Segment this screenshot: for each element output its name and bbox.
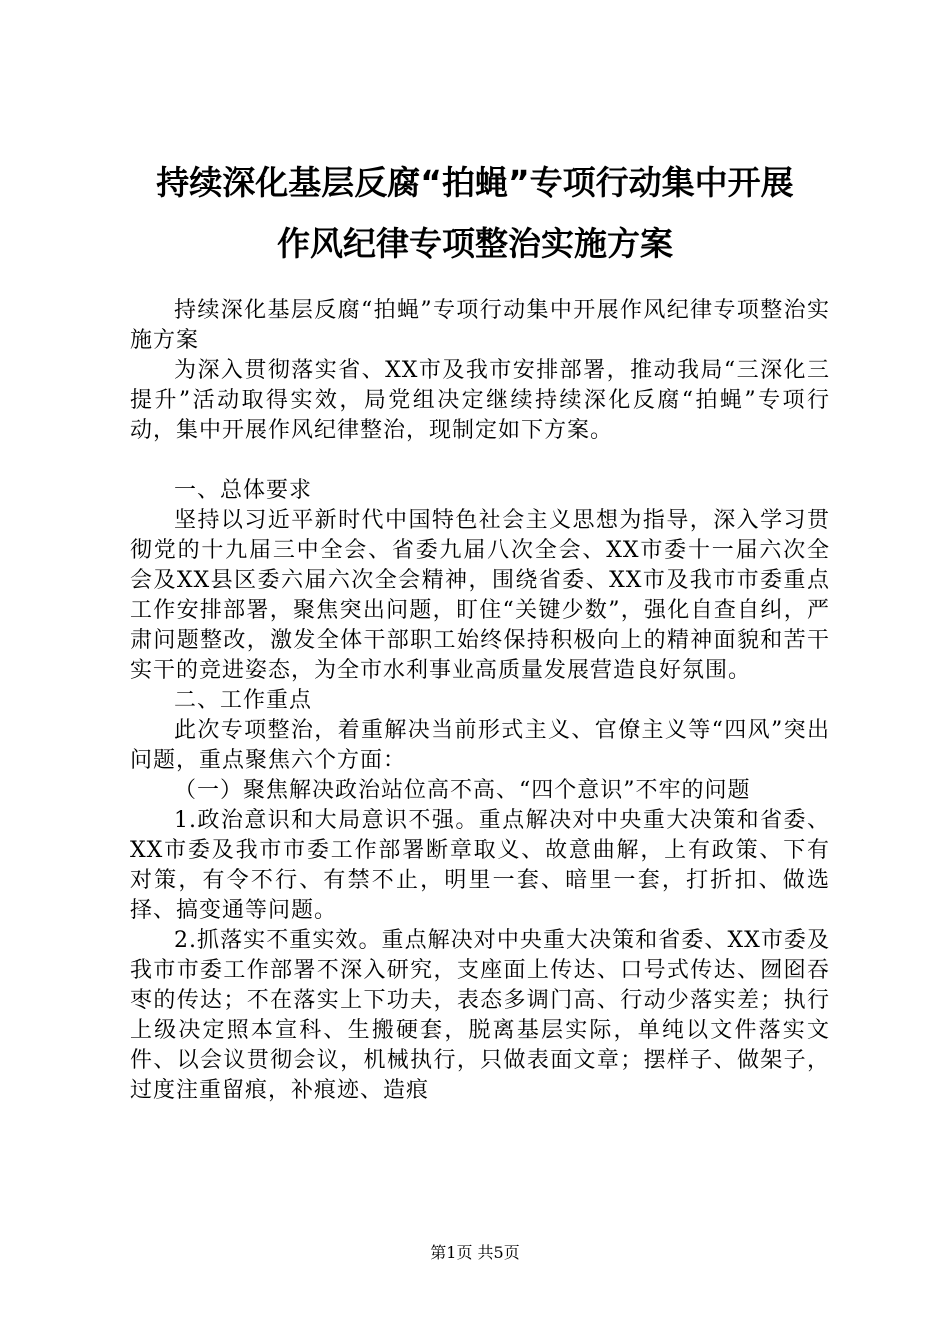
paragraph-intro: 为深入贯彻落实省、XX市及我市安排部署，推动我局“三深化三提升”活动取得实效，局党组决定继续持续深化反腐“拍蝇”专项行动，集中开展作风纪律整治，现制定如下方案。 — [130, 358, 830, 443]
document-title-line-1: 持续深化基层反腐“拍蝇”专项行动集中开展 — [156, 163, 794, 202]
section-heading-1: 一、总体要求 — [174, 478, 313, 503]
paragraph-item-1: 1.政治意识和大局意识不强。重点解决对中央重大决策和省委、XX市委及我市市委工作部署断章取义、故意曲解，上有政策、下有对策，有令不行、有禁不止，明里一套、暗里一套，打折扣、做选择、搞变通等问题。 — [130, 808, 830, 923]
page-footer: 第1页 共5页 — [430, 1243, 520, 1262]
paragraph-general-requirements: 坚持以习近平新时代中国特色社会主义思想为指导，深入学习贯彻党的十九届三中全会、省委九届八次全会、XX市委十一届六次全会及XX县区委六届六次全会精神，围绕省委、XX市及我市市委重点工作安排部署，聚焦突出问题，盯住“关键少数”，强化自查自纠，严肃问题整改，激发全体干部职工始终保持积极向上的精神面貌和苦干实干的竞进姿态，为全市水利事业高质量发展营造良好氛围。 — [130, 508, 830, 683]
section-heading-2: 二、工作重点 — [174, 688, 313, 713]
document-body — [130, 296, 830, 1106]
subsection-heading-1: （一）聚焦解决政治站位高不高、“四个意识”不牢的问题 — [174, 778, 751, 803]
paragraph-subtitle: 持续深化基层反腐“拍蝇”专项行动集中开展作风纪律专项整治实施方案 — [130, 298, 830, 353]
document-title-line-2: 作风纪律专项整治实施方案 — [277, 224, 673, 263]
paragraph-item-2: 2.抓落实不重实效。重点解决对中央重大决策和省委、XX市委及我市市委工作部署不深入研究，支座面上传达、口号式传达、囫囵吞枣的传达；不在落实上下功夫，表态多调门高、行动少落实差；执行上级决定照本宣科、生搬硬套，脱离基层实际，单纯以文件落实文件、以会议贯彻会议，机械执行，只做表面文章；摆样子、做架子，过度注重留痕，补痕迹、造痕 — [130, 928, 830, 1103]
paragraph-work-focus: 此次专项整治，着重解决当前形式主义、官僚主义等“四风”突出问题，重点聚焦六个方面： — [130, 718, 830, 773]
